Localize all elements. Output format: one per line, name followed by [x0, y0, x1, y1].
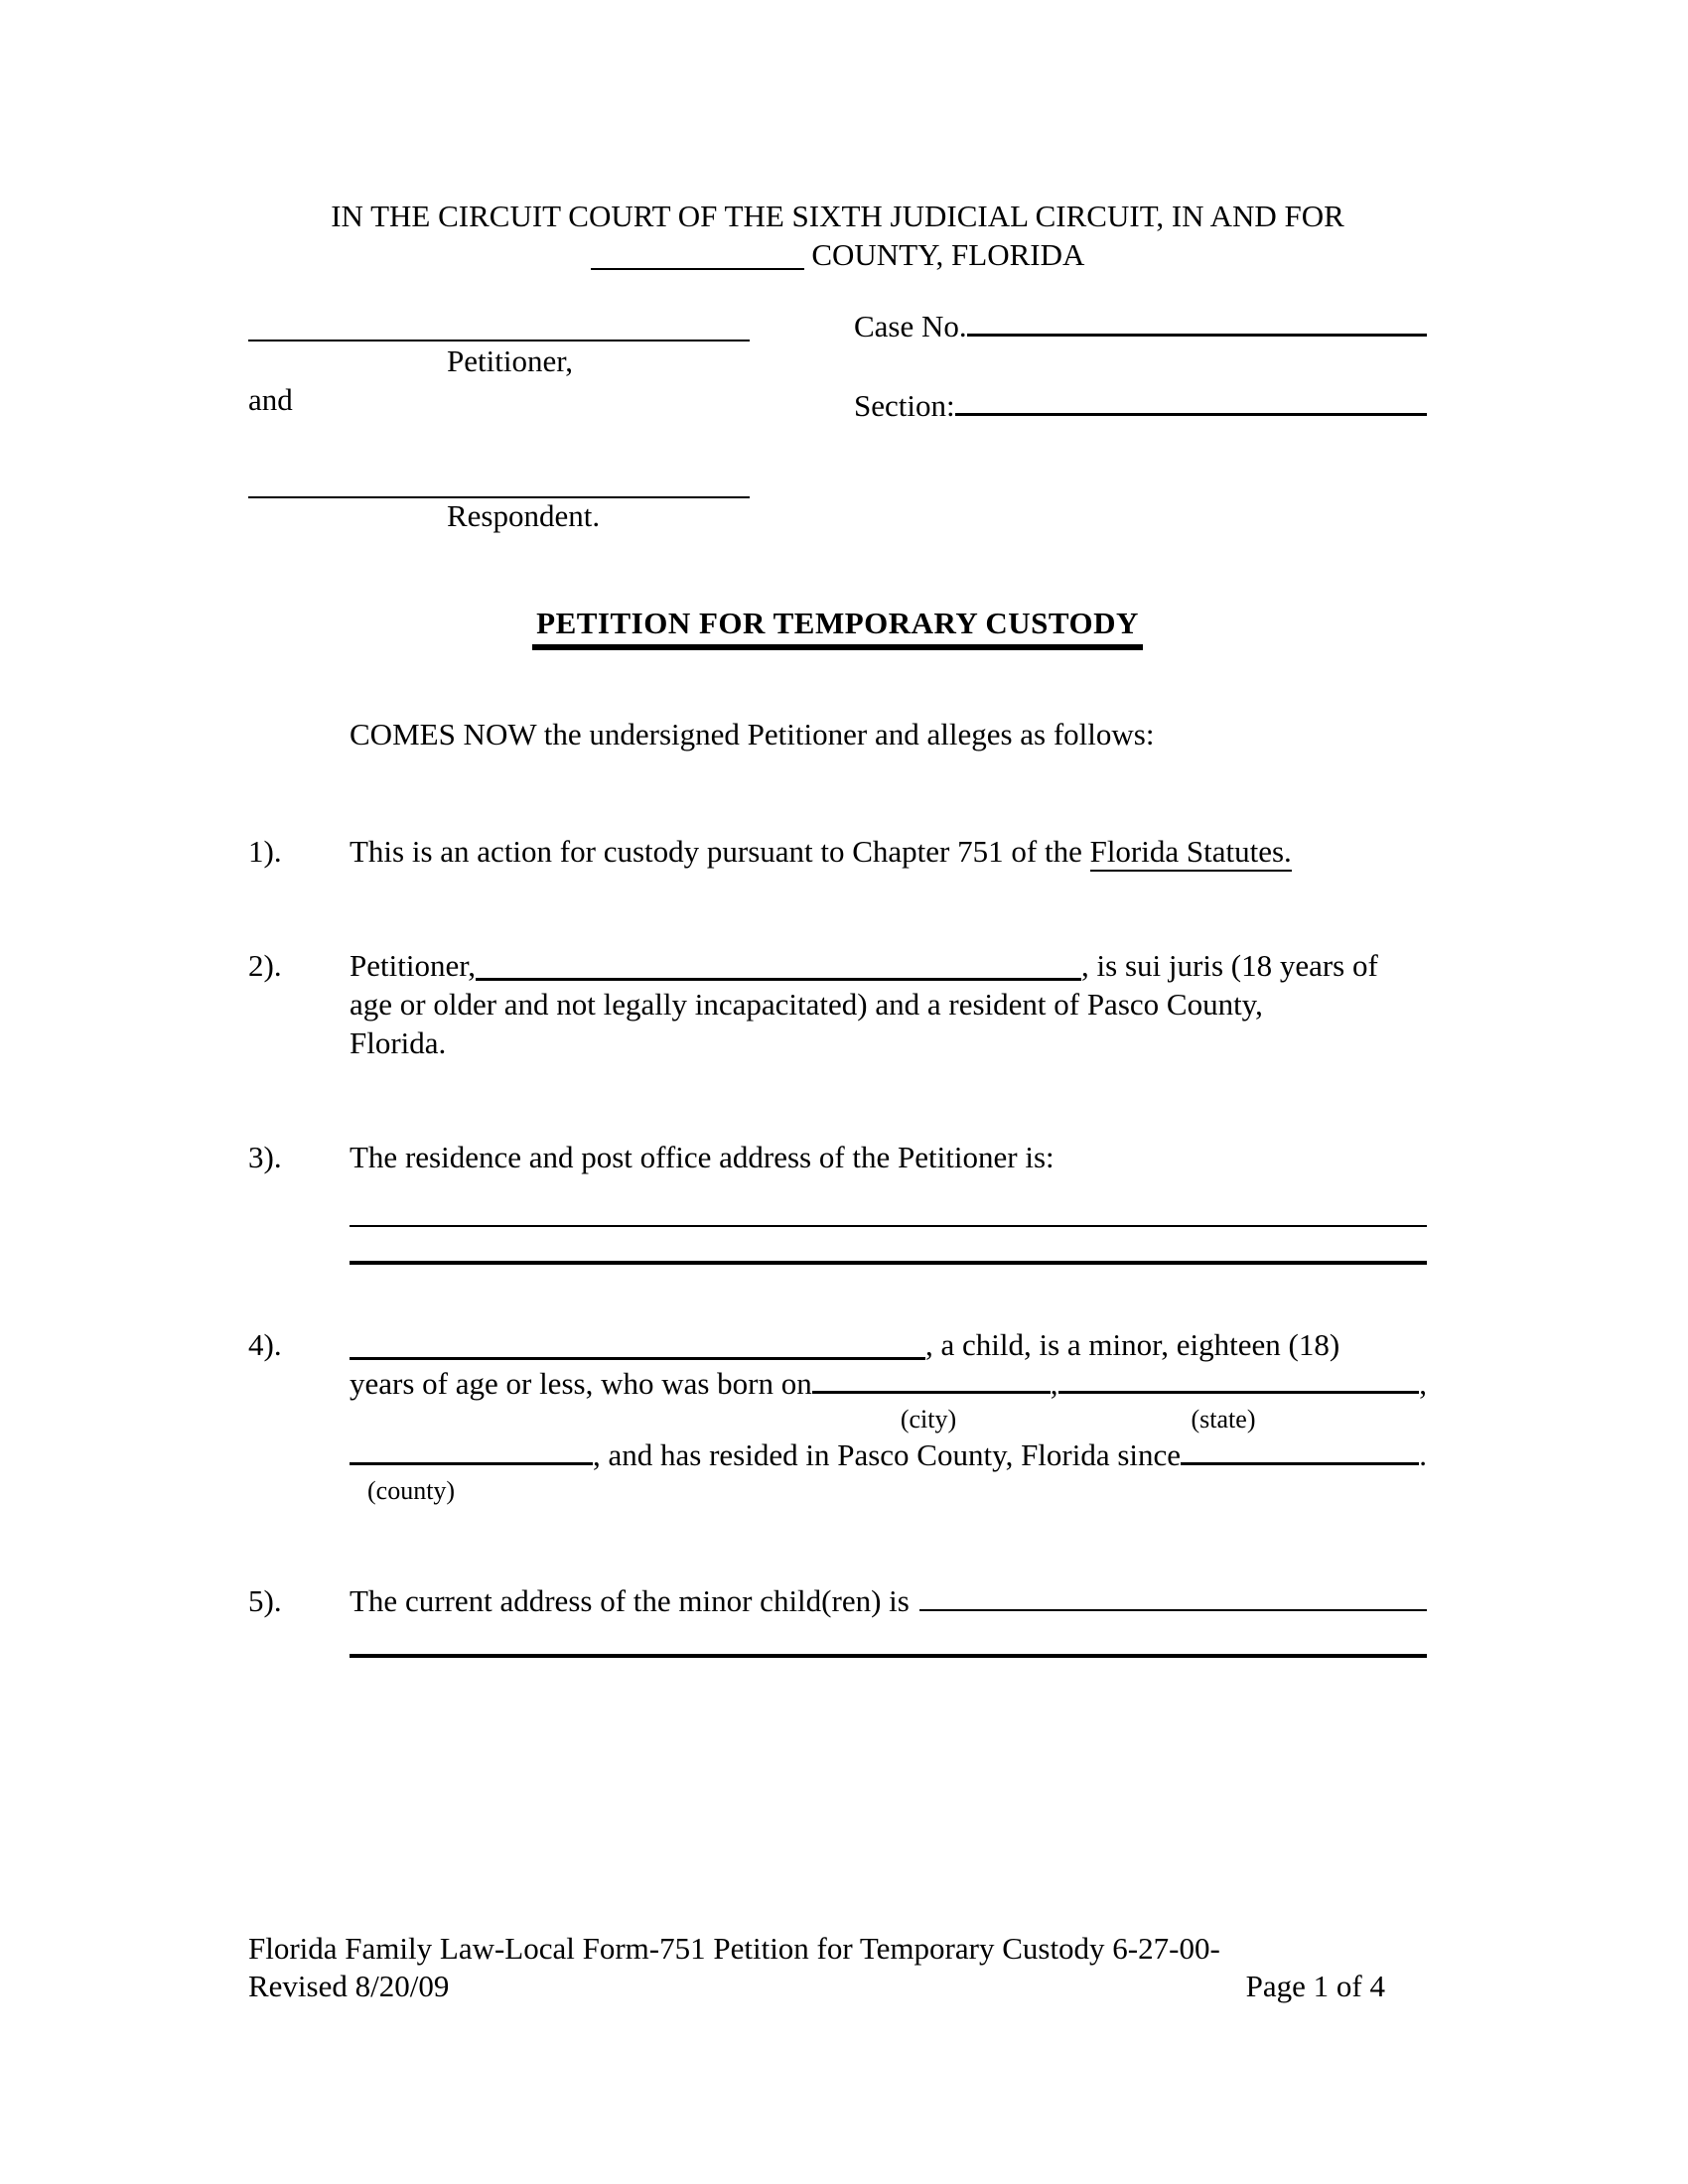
city-label: (city) — [900, 1405, 957, 1433]
item-4-comma1: , — [1050, 1366, 1058, 1401]
and-label: and — [248, 382, 293, 417]
item-5-number: 5). — [248, 1583, 282, 1618]
item-1 — [248, 832, 1427, 871]
resided-since-blank-field[interactable] — [1181, 1435, 1419, 1465]
item-2-number: 2). — [248, 948, 282, 983]
footer-line2 — [248, 1968, 1427, 2005]
child-name-blank-field[interactable] — [350, 1330, 925, 1360]
birth-county-blank-field[interactable] — [350, 1435, 593, 1465]
item-4 — [248, 1325, 1427, 1507]
respondent-name-blank-field[interactable] — [248, 469, 750, 498]
child-address-blank-line-2[interactable] — [350, 1620, 1427, 1658]
section-row — [854, 386, 1427, 425]
footer-revised-date: Revised 8/20/09 — [248, 1969, 450, 2003]
item-4-body — [350, 1325, 1427, 1507]
birth-city-blank-field[interactable] — [812, 1364, 1051, 1394]
item-5 — [248, 1581, 1427, 1658]
petitioner-label: Petitioner, — [447, 343, 574, 378]
item-1-body — [350, 832, 1427, 871]
court-header-line1: IN THE CIRCUIT COURT OF THE SIXTH JUDICIAL CIRCUIT, IN AND FOR — [331, 199, 1344, 233]
document-title: PETITION FOR TEMPORARY CUSTODY — [532, 604, 1143, 650]
item-1-text: This is an action for custody pursuant to Chapter 751 of the — [350, 834, 1090, 869]
item-3-gap — [350, 1176, 1427, 1189]
item-2-line1 — [350, 946, 1427, 985]
petitioner-fullname-blank-field[interactable] — [476, 951, 1081, 981]
item-2-body — [350, 946, 1427, 1062]
item-4-number: 4). — [248, 1327, 282, 1362]
item-4-line3 — [350, 1435, 1427, 1474]
item-4-city-state-labels — [350, 1403, 1427, 1435]
item-2-text-after: , is sui juris (18 years of — [1081, 948, 1378, 983]
respondent-label: Respondent. — [447, 498, 601, 533]
case-no-blank-field[interactable] — [967, 307, 1427, 337]
item-4-line2 — [350, 1364, 1427, 1403]
county-label: (county) — [367, 1476, 456, 1505]
respondent-label-row — [447, 496, 600, 535]
intro-paragraph: COMES NOW the undersigned Petitioner and alleges as follows: — [350, 717, 1155, 751]
petitioner-name-blank-field[interactable] — [248, 312, 750, 341]
item-4-line1 — [350, 1325, 1427, 1364]
page-footer — [248, 1930, 1427, 2005]
footer-form-name: Florida Family Law-Local Form-751 Petition for Temporary Custody 6-27-00- — [248, 1931, 1220, 1966]
item-2-line2: age or older and not legally incapacitated) and a resident of Pasco County, — [350, 987, 1263, 1022]
case-no-row — [854, 307, 1427, 345]
item-2-line3: Florida. — [350, 1025, 447, 1060]
item-1-number: 1). — [248, 834, 282, 869]
florida-statutes-reference: Florida Statutes. — [1090, 834, 1292, 872]
item-4-period: . — [1419, 1437, 1427, 1472]
item-4-line3-text: , and has resided in Pasco County, Florida since — [593, 1437, 1182, 1472]
county-blank-field[interactable] — [591, 240, 804, 270]
court-header-line2 — [248, 235, 1427, 274]
petitioner-label-row — [447, 341, 573, 380]
and-label-row — [248, 380, 293, 419]
item-3 — [248, 1138, 1427, 1265]
state-label: (state) — [1191, 1405, 1256, 1433]
item-5-body — [350, 1581, 1427, 1658]
item-3-number: 3). — [248, 1140, 282, 1174]
child-address-blank-field[interactable] — [919, 1581, 1427, 1611]
item-5-line1 — [350, 1581, 1427, 1620]
item-2 — [248, 946, 1427, 1062]
section-label: Section: — [854, 388, 955, 423]
item-3-text: The residence and post office address of the Petitioner is: — [350, 1140, 1055, 1174]
page-indicator: Page 1 of 4 — [1245, 1969, 1385, 2003]
case-no-label: Case No. — [854, 309, 967, 343]
document-title-wrap — [248, 604, 1427, 650]
petitioner-address-blank-line-2[interactable] — [350, 1227, 1427, 1265]
item-4-line2-text: years of age or less, who was born on — [350, 1366, 812, 1401]
item-5-text: The current address of the minor child(ren) is — [350, 1583, 910, 1618]
item-4-county-label-row — [350, 1474, 1427, 1507]
court-header — [248, 197, 1427, 274]
item-2-text-before: Petitioner, — [350, 948, 477, 983]
birth-state-blank-field[interactable] — [1058, 1364, 1420, 1394]
item-3-body — [350, 1138, 1427, 1265]
petitioner-address-blank-line-1[interactable] — [350, 1189, 1427, 1227]
county-florida-label: COUNTY, FLORIDA — [811, 237, 1085, 272]
item-4-line1-text: , a child, is a minor, eighteen (18) — [925, 1327, 1340, 1362]
petitioner-name-row — [248, 307, 750, 345]
item-4-comma2: , — [1419, 1366, 1427, 1401]
section-blank-field[interactable] — [955, 386, 1427, 416]
